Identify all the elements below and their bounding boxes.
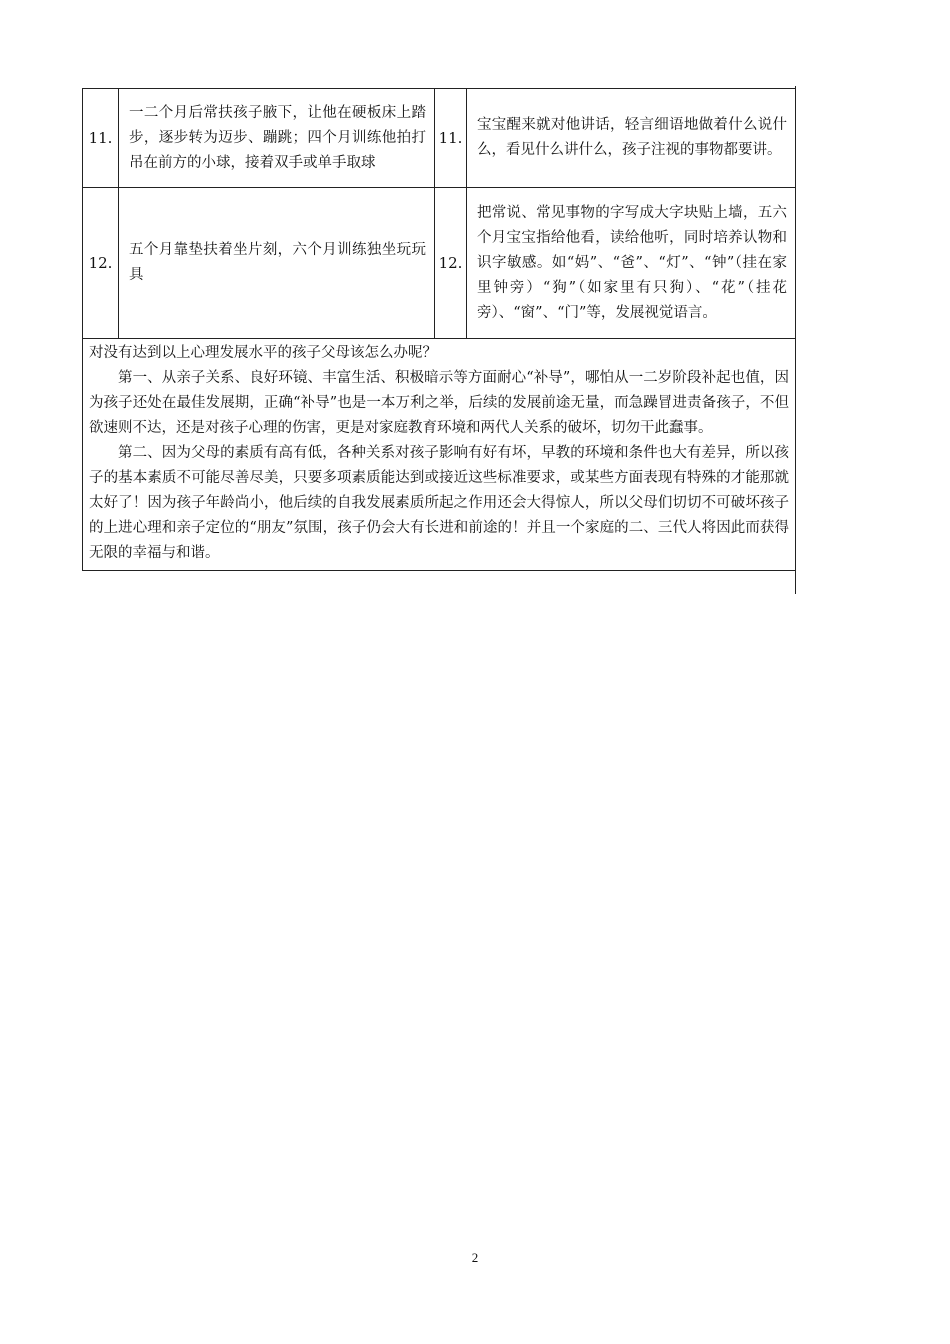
advice-paragraph-1: 第一、从亲子关系、良好环镜、丰富生活、积极暗示等方面耐心“补导”，哪怕从一二岁阶段补起也值，因为孩子还处在最佳发展期，正确“补导”也是一本万利之举，后续的发展前途无量，而急躁冒进责备孩子，不但欲速则不达，还是对孩子心理的伤害，更是对家庭教育环境和两代人关系的破坏，切勿干此蠢事。 [89,370,789,436]
advice-cell [83,339,796,571]
row-number-right: 11. [435,89,467,188]
row-number-left: 12. [83,188,119,339]
row-number-left: 11. [83,89,119,188]
advice-question: 对没有达到以上心理发展水平的孩子父母该怎么办呢？ [89,345,437,361]
language-training-text: 把常说、常见事物的字写成大字块贴上墙，五六个月宝宝指给他看，读给他听，同时培养认物和识字敏感。如“妈”、“爸”、“灯”、“钟”（挂在家里钟旁）“狗”（如家里有只狗）、“花”（挂花旁）、“窗”、“门”等，发展视觉语言。 [467,188,796,339]
advice-paragraph-2: 第二、因为父母的素质有高有低，各种关系对孩子影响有好有坏，早教的环境和条件也大有差异，所以孩子的基本素质不可能尽善尽美，只要多项素质能达到或接近这些标准要求，或某些方面表现有特殊的才能那就太好了！因为孩子年龄尚小，他后续的自我发展素质所起之作用还会大得惊人，所以父母们切切不可破坏孩子的上进心理和亲子定位的“朋友”氛围，孩子仍会大有长进和前途的！并且一个家庭的二、三代人将因此而获得无限的幸福与和谐。 [89,445,789,561]
row-number-right: 12. [435,188,467,339]
table-row [83,188,796,339]
page-number: 2 [471,1250,479,1265]
note-row [83,339,796,571]
language-training-text: 宝宝醒来就对他讲话，轻言细语地做着什么说什么，看见什么讲什么，孩子注视的事物都要讲。 [467,89,796,188]
motor-training-text: 五个月靠垫扶着坐片刻，六个月训练独坐玩玩具 [119,188,435,339]
table-row [83,89,796,188]
motor-training-text: 一二个月后常扶孩子腋下，让他在硬板床上踏步，逐步转为迈步、蹦跳；四个月训练他拍打吊在前方的小球，接着双手或单手取球 [119,89,435,188]
training-table [82,88,796,571]
table-outer-border [795,86,796,594]
